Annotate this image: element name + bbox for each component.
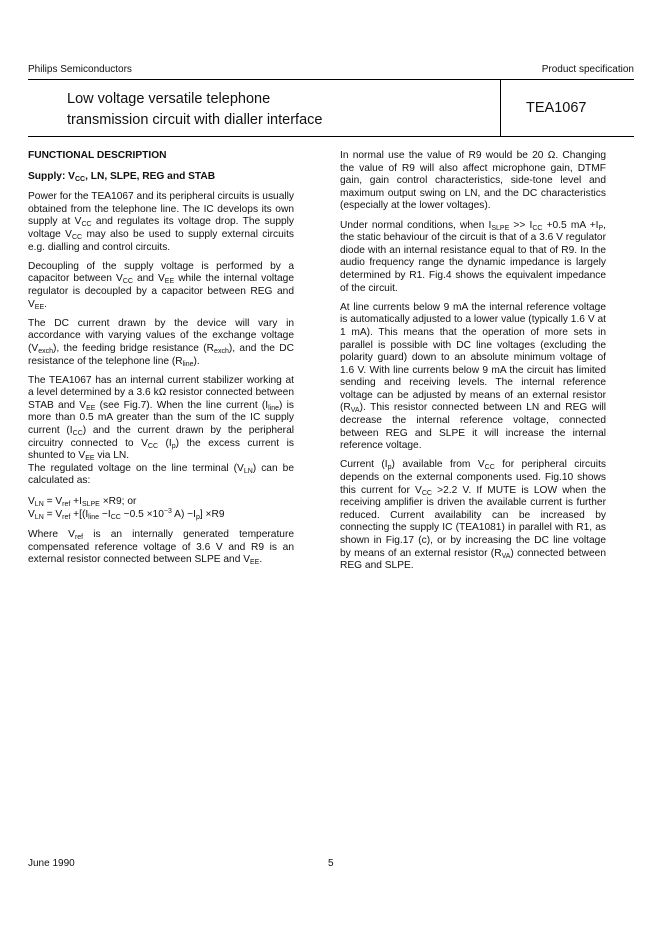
paragraph-dc-current: The DC current drawn by the device will vary in accordance with varying values of the exchange voltage $(V_{exch})$, the feeding bridge resistance $(R_{exch})$, and the DC resistance of the telephone line $(R_{line})$.	[28, 317, 294, 368]
footer-date: June 1990	[28, 858, 75, 869]
title-rule	[28, 136, 634, 137]
document-title	[67, 89, 487, 131]
company-name: Philips Semiconductors	[28, 64, 132, 75]
paragraph-regulated-voltage: The regulated voltage on the line terminal $(V_{LN})$ can be calculated as:	[28, 462, 294, 487]
right-column	[340, 150, 606, 579]
part-number: TEA1067	[526, 100, 587, 116]
equation-1: $V_{LN} = V_{ref} +I_{SLPE} \times R9$; or	[28, 496, 137, 509]
paragraph-normal-conditions: Under normal conditions, when $I_{SLPE} >> I_{CC} +0.5$ mA $+I_P$, the static behaviour of the circuit is that of a 3.6 V regulator diode with an internal resistance equal to that of R9. In the audio frequency range the dynamic impedance is largely determined by R1. Fig.4 shows the equivalent impedance of the circuit.	[340, 219, 607, 294]
title-divider	[500, 79, 501, 136]
equation-2: $V_{LN} = V_{ref} +[(I_{line} -I_{CC} -0.5 \times 10^{-3}$ $A) -I_p] \times R9$	[28, 507, 225, 521]
paragraph-low-line-current: At line currents below 9 mA the internal reference voltage is automatically adjusted to a lower value (typically 1.6 V at 1 mA). This means that the operation of more sets in parallel is possible with DC line voltages (excluding the polarity guard) down to an absolute minimum voltage of 1.6 V. With line currents below 9 mA the circuit has limited sending and receiving levels. The internal reference voltage can be adjusted by means of an external resistor $(R_{VA})$. This resistor connected between LN and REG will decrease the internal reference voltage, connected between REG and SLPE it will increase the internal reference voltage.	[340, 301, 606, 452]
paragraph-vref: Where $V_{ref}$ is an internally generated temperature compensated reference voltage of 3.6 V and R9 is an external resistor connected between SLPE and $V_{EE}$.	[28, 529, 295, 567]
page-number: 5	[328, 858, 334, 869]
left-column	[28, 150, 294, 574]
paragraph-stabilizer: The TEA1067 has an internal current stabilizer working at a level determined by a 3.6 kΩ resistor connected between STAB and $V_{EE}$ (see Fig.7). When the line current $(I_{line})$ is more than 0.5 mA greater than the sum of the IC supply current $(I_{CC})$ and the current drawn by the peripheral circuitry connected to $V_{CC}$ $(I_p)$ the excess current is shunted to $V_{EE}$ via LN.	[28, 374, 295, 463]
paragraph-peripheral-current: Current $(I_p)$ available from $V_{CC}$ for peripheral circuits depends on the external components used. Fig.10 shows this current for $V_{CC} >2.2$ V. If MUTE is LOW when the receiving amplifier is driven the available current is further reduced. Current availability can be increased by connecting the supply IC (TEA1081) in parallel with R1, as shown in Fig.17 (c), or by increasing the DC line voltage by means of an external resistor $(R_{VA})$ connected between REG and SLPE.	[340, 459, 606, 572]
title-line-2: transmission circuit with dialler interface	[67, 112, 323, 128]
supply-subheading: Supply: $V_{CC}$, LN, SLPE, REG and STAB	[28, 170, 216, 183]
header-rule	[28, 79, 634, 80]
paragraph-decoupling: Decoupling of the supply voltage is performed by a capacitor between $V_{CC}$ and $V_{EE}$ while the internal voltage regulator is decoupled by a capacitor between REG and $V_{EE}$.	[28, 260, 294, 311]
paragraph-r9: In normal use the value of R9 would be 20 Ω. Changing the value of R9 will also affect microphone gain, DTMF gain, gain control characteristics, side-tone level and maximum output swing on LN, and the DC characteristics (especially at the lower voltages).	[340, 150, 606, 212]
paragraph-power: Power for the TEA1067 and its peripheral circuits is usually obtained from the telephone line. The IC develops its own supply at $V_{CC}$ and regulates its voltage drop. The supply voltage $V_{CC}$ may also be used to supply external circuits e.g. dialling and control circuits.	[28, 191, 295, 253]
title-line-1: Low voltage versatile telephone	[67, 91, 271, 107]
document-type: Product specification	[541, 64, 634, 75]
section-heading: FUNCTIONAL DESCRIPTION	[28, 150, 167, 161]
